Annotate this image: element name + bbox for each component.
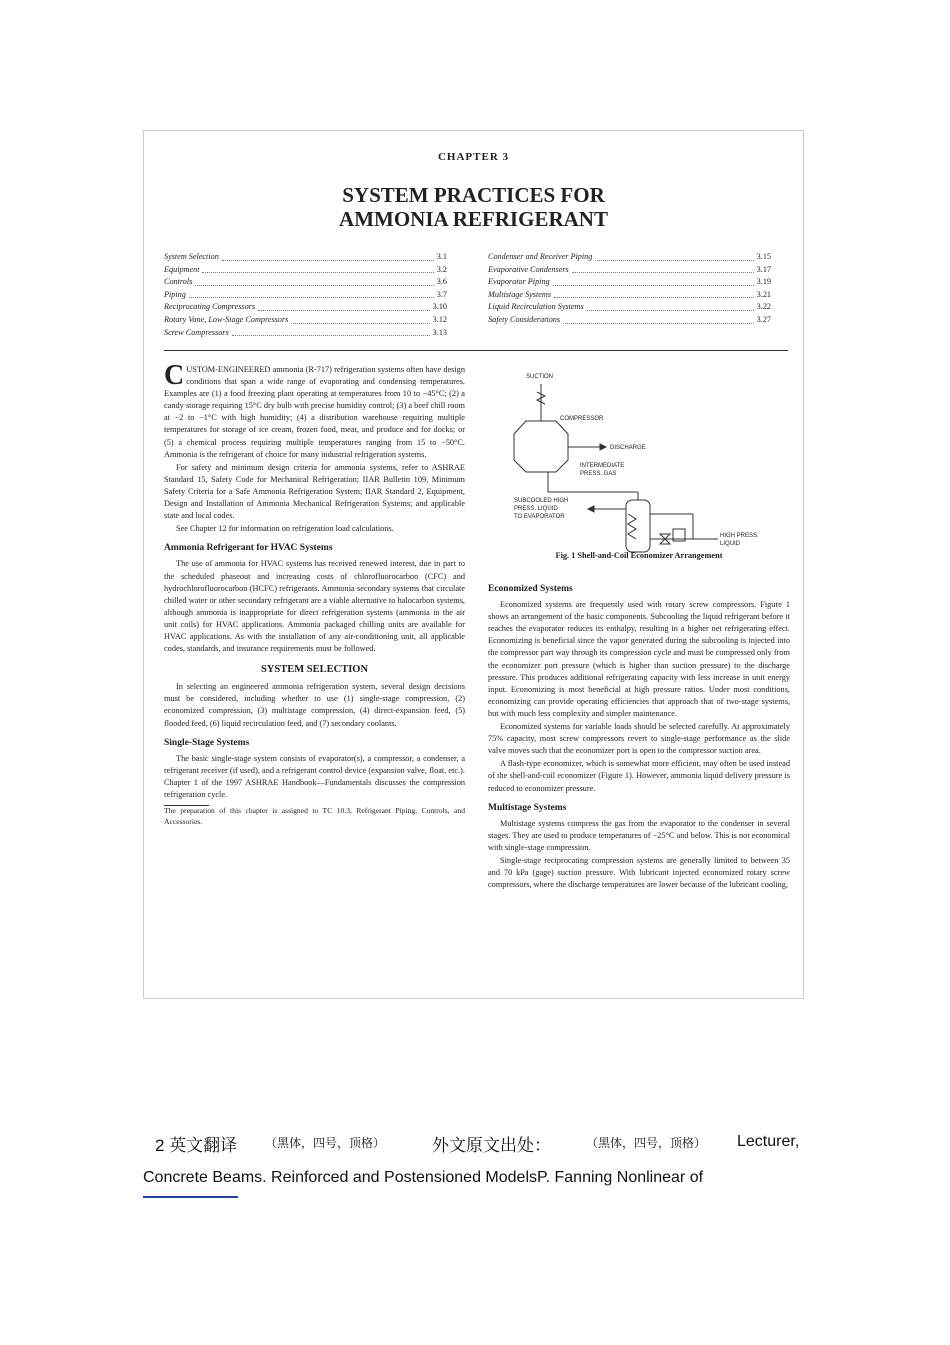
format-note: （黑体，四号，顶格）	[265, 1136, 386, 1150]
label-compressor: COMPRESSOR	[560, 416, 604, 422]
heading-single-stage: Single-Stage Systems	[164, 737, 250, 748]
toc-entry: Controls 3.6	[164, 277, 447, 287]
toc-entry: Evaporator Piping 3.19	[488, 277, 771, 287]
paragraph: The use of ammonia for HVAC systems has received renewed interest, due in part to the scheduled phaseout and increasing costs of chlorofluorocarbon (CFC) and hydrochlorofluorocarbon (HCFC) refrigerants. Ammonia secondary systems that circulate chilled water or other secondary refrigerant are a viable alternative to halocarbon systems, although ammonia is inappropriate for direct refrigeration systems (ammonia in the air unit coils) for HVAC applications. Ammonia packaged chilling units are available for HVAC applications. As with the installation of any air-conditioning unit, all applicable codes, standards, and insurance requirements must be followed.	[164, 559, 465, 654]
economizer-diagram	[488, 364, 790, 564]
underline-mark	[143, 1196, 238, 1198]
label-subcooled: SUBCOOLED HIGH	[514, 498, 569, 504]
toc-entry: Piping 3.7	[164, 289, 447, 299]
heading-economized: Economized Systems	[488, 584, 573, 594]
intro-paragraph: CUSTOM-ENGINEERED ammonia (R-717) refrigeration systems often have design conditions that span a wide range of evaporating and condensing temperatures. Examples are (1) a food freezing plant operating at temperatures from 10 to −45°C; (2) a candy storage requiring 15°C dry bulb with precise humidity control; (3) a beef chill room at −2 to −1°C with high humidity; (4) a distribution warehouse requiring multiple temperatures for storage of ice cream, frozen food, meat, and produce and for docks; or (5) a chemical process requiring multiple temperatures ranging from 15 to −50°C. Ammonia is the refrigerant of choice for many industrial refrigeration systems.	[164, 360, 465, 459]
drop-cap: C	[164, 360, 185, 391]
toc-entry: System Selection 3.1	[164, 252, 447, 261]
label-suction: SUCTION	[526, 374, 553, 380]
figure-caption: Fig. 1 Shell-and-Coil Economizer Arrangement	[555, 551, 723, 560]
label-intermediate: INTERMEDIATE	[580, 463, 625, 469]
label-high-press: HIGH PRESS.	[720, 533, 759, 539]
label-subcooled-2: PRESS. LIQUID	[514, 506, 558, 512]
label-intermediate-2: PRESS. GAS	[580, 471, 617, 477]
paragraph: Economized systems for variable loads should be selected carefully. At approximately 75% capacity, most screw compressors revert to single-stage performance as the slide valve moves such that the economizer port is open to the compressor suction area.	[488, 722, 790, 756]
paragraph: The basic single-stage system consists of evaporator(s), a compressor, a condenser, a refrigerant receiver (if used), and a refrigerant control device (expansion valve, float, etc.). Chapter 1 of the 1997 ASHRAE Handbook—Fundamentals discusses the compression refrigeration cycle.	[164, 753, 465, 799]
toc-entry: Equipment 3.2	[164, 264, 447, 274]
source-text-2: Concrete Beams. Reinforced and Postensioned ModelsP. Fanning Nonlinear of	[143, 1169, 704, 1186]
left-column	[164, 360, 465, 828]
source-heading: 外文原文出处：	[432, 1136, 551, 1155]
source-text-1: Lecturer,	[737, 1133, 800, 1150]
toc-entry: Evaporative Condensers 3.17	[488, 264, 771, 274]
toc-entry: Safety Considerations 3.27	[488, 314, 771, 324]
toc-entry: Liquid Recirculation Systems 3.22	[488, 302, 771, 312]
heading-hvac: Ammonia Refrigerant for HVAC Systems	[164, 543, 333, 554]
toc-entry: Condenser and Receiver Piping 3.15	[488, 252, 771, 261]
heading-multistage: Multistage Systems	[488, 802, 567, 813]
toc-entry: Multistage Systems 3.21	[488, 289, 771, 299]
scanned-page	[143, 130, 804, 999]
toc-entry: Rotary Vane, Low-Stage Compressors 3.12	[164, 314, 447, 324]
footnote: The preparation of this chapter is assigned to TC 10.3, Refrigerant Piping, Controls, and Accessories.	[164, 806, 465, 826]
section-divider	[164, 350, 788, 351]
toc-right	[488, 251, 771, 327]
format-note-2: （黑体，四号，顶格）	[586, 1136, 707, 1150]
chapter-title: SYSTEM PRACTICES FOR AMMONIA REFRIGERANT	[339, 183, 608, 231]
paragraph: Single-stage reciprocating compression systems are generally limited to between 35 and 70 kPa (gage) suction pressure. With lubricant injected economized rotary screw compressors, where the discharge temperatures are lower because of the lubricant cooling,	[488, 855, 790, 890]
paragraph: For safety and minimum design criteria for ammonia systems, refer to ASHRAE Standard 15, Safety Code for Mechanical Refrigeration; IIAR Bulletin 109, Minimum Safety Criteria for a Safe Ammonia Refrigeration System; IIAR Standard 2, Equipment, Design and Installation of Ammonia Mechanical Refrigeration Systems; and applicable state and local codes.	[164, 462, 465, 521]
label-subcooled-3: TO EVAPORATOR	[514, 514, 565, 520]
paragraph: Economized systems are frequently used with rotary screw compressors. Figure 1 shows an arrangement of the basic components. Subcooling the liquid refrigerant before it reaches the evaporator reduces its enthalpy, resulting in a higher net refrigerating effect. Economizing is beneficial since the vapor generated during the subcooling is injected into the compressor part way through its compression cycle and must be compressed only from the economizer port pressure (which is higher than suction pressure) to the discharge pressure. This produces additional refrigerating capacity with less increase in unit energy input. Economizing is most beneficial at high pressure ratios. Under most conditions, economizing can provide operating efficiencies that approach that of two-stage systems, but with much less complexity and simpler maintenance.	[488, 600, 790, 718]
toc-entry: Reciprocating Compressors 3.10	[164, 302, 447, 312]
heading-system-selection: SYSTEM SELECTION	[260, 664, 369, 676]
chapter-label: CHAPTER 3	[437, 151, 510, 163]
paragraph: In selecting an engineered ammonia refrigeration system, several design decisions must be considered, including whether to use (1) single-stage compression, (2) economized compression, (3) multistage compression, (4) direct-expansion feed, (5) flooded feed, (6) liquid recirculation feed, and (7) secondary coolants.	[164, 682, 465, 728]
paragraph: A flash-type economizer, which is somewhat more efficient, may often be used instead of the shell-and-coil economizer (Figure 1). However, ammonia liquid delivery pressure is reduced to economizer pressure.	[488, 759, 790, 793]
toc-entry: Screw Compressors 3.13	[164, 327, 447, 337]
translation-heading: 2 英文翻译	[155, 1136, 238, 1155]
right-column	[488, 583, 790, 892]
paragraph: See Chapter 12 for information on refrigeration load calculations.	[176, 524, 394, 534]
paragraph: Multistage systems compress the gas from the evaporator to the condenser in several stages. They are used to produce temperatures of −25°C and below. This is not economical with single-stage compression.	[488, 818, 790, 852]
label-discharge: DISCHARGE	[610, 445, 646, 451]
label-high-press-2: LIQUID	[720, 541, 741, 547]
toc-left	[164, 251, 447, 339]
